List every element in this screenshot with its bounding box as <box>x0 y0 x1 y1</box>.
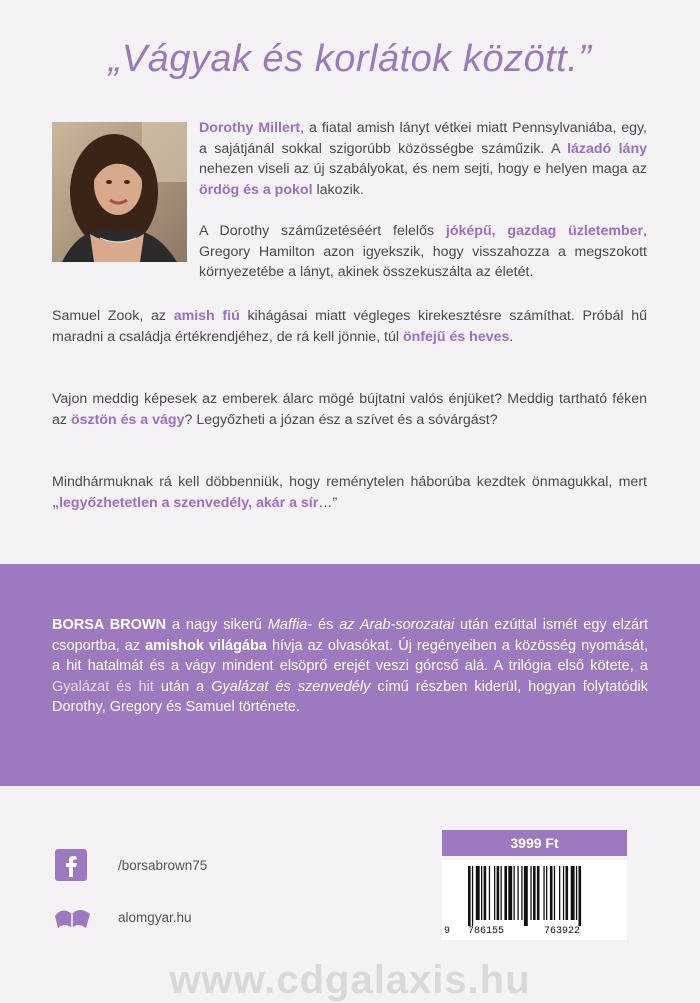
watermark: www.cdgalaxis.hu <box>169 958 531 1002</box>
synopsis-paragraph-5: Mindhármuknak rá kell döbbenniük, hogy reménytelen háborúba kezdtek önmagukkal, mert „legyőzhetetlen a szenvedély, akár a sír…” <box>52 474 647 511</box>
author-blurb: BORSA BROWN a nagy sikerű Maffia- és az Arab-sorozatai után ezúttal ismét egy elzárt csoportba, az amishok világába hívja az olvasókat. Új regényeiben a közösség nyomását, a hit hatalmát és a vágy mindent elsöprő erejét veszi górcső alá. A trilógia első kötete, a Gyalázat és hit után a Gyalázat és szenvedély című részben kiderül, hogyan folytatódik Dorothy, Gregory és Samuel története. <box>52 617 649 716</box>
barcode-digits-left: 786155 <box>468 926 505 937</box>
synopsis-paragraph-4: Vajon meddig képesek az emberek álarc mögé bújtatni valós énjüket? Meddig tartható féken az ösztön és a vágy? Legyőzheti a józan ész a szívet és a sóvárgást? <box>52 391 647 428</box>
publisher-link[interactable]: alomgyar.hu <box>118 910 192 925</box>
isbn-barcode <box>442 860 627 940</box>
price-tag: 3999 Ft <box>442 830 627 856</box>
alomgyar-logo-icon[interactable] <box>52 902 94 932</box>
author-photo <box>52 122 187 262</box>
facebook-icon[interactable] <box>55 849 87 881</box>
barcode-bars-icon <box>454 866 616 926</box>
synopsis-paragraph-3: Samuel Zook, az amish fiú kihágásai miatt végleges kirekesztésre számíthat. Próbál hű maradni a családja értékrendjéhez, de rá kell jönnie, túl önfejű és heves. <box>52 308 647 345</box>
barcode-digits-right: 763922 <box>544 926 581 937</box>
synopsis-paragraph-2: A Dorothy száműzetéséért felelős jóképű, gazdag üzletember, Gregory Hamilton azon igyekszik, hogy visszahozza a megszokott környezetébe a lányt, akinek összekuszálta az életét. <box>199 223 647 280</box>
book-tagline: „Vágyak és korlátok között.” <box>108 38 592 80</box>
barcode-digit-prefix: 9 <box>444 926 451 937</box>
synopsis-paragraph-1: Dorothy Millert, a fiatal amish lányt vétkei miatt Pennsylvaniába, egy, a sajátjánál sokkal szigorúbb közösségbe száműzik. A lázadó lány nehezen viseli az új szabályokat, és nem sejti, hogy e helyen maga az ördög és a pokol lakozik. <box>199 120 648 198</box>
facebook-handle[interactable]: /borsabrown75 <box>118 858 208 873</box>
